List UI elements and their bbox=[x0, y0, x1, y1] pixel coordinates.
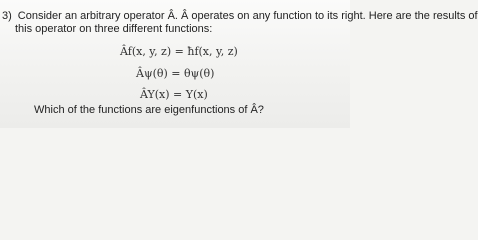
problem-intro-line-2: this operator on three different functions: bbox=[15, 23, 213, 35]
equation-psi: Âψ(θ) = θψ(θ) bbox=[136, 67, 215, 80]
problem-number: 3) bbox=[2, 10, 12, 22]
problem-intro-line-1 bbox=[2, 10, 478, 22]
problem-intro-text-1: Consider an arbitrary operator Â. Â operates on any function to its right. Here are the results of bbox=[17, 10, 478, 22]
eigenfunction-question: Which of the functions are eigenfunctions of Â? bbox=[34, 104, 264, 116]
equation-f: Âf(x, y, z) = ħf(x, y, z) bbox=[120, 45, 238, 58]
equation-y: ÂY(x) = Y(x) bbox=[140, 88, 208, 101]
